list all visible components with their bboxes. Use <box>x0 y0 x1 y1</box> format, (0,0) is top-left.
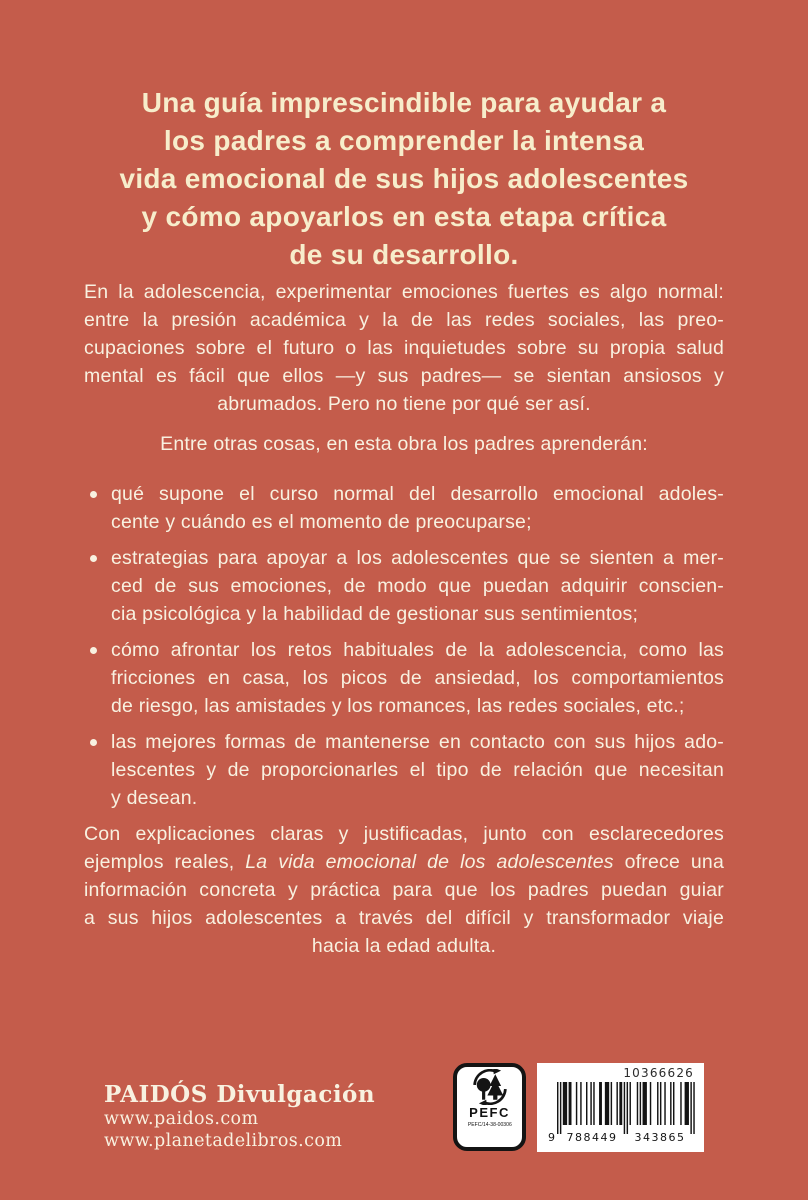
closing-line: información concreta y práctica para que los padres puedan guiar <box>84 879 724 901</box>
isbn-digits-right: 343865 <box>634 1131 685 1142</box>
bullet-item-3 <box>84 636 724 720</box>
bullet-line: las mejores formas de mantenerse en contacto con sus hijos ado- <box>111 731 724 753</box>
intro-line: mental es fácil que ellos —y sus padres— se sientan ansiosos y <box>84 365 724 387</box>
bullet-item-2 <box>84 544 724 628</box>
bullet-text <box>111 636 724 720</box>
bullet-dot-icon <box>90 739 97 746</box>
publisher-url-1: www.paidos.com <box>104 1109 259 1129</box>
pefc-cert-number: PEFC/14-38-00306 <box>467 1122 512 1128</box>
bullet-dot-icon <box>90 491 97 498</box>
headline-line-1: Una guía imprescindible para ayudar a <box>141 87 667 118</box>
back-cover-text <box>84 0 724 960</box>
pefc-trees-icon <box>467 1069 513 1105</box>
intro-line: entre la presión académica y la de las redes sociales, las preo- <box>84 309 724 331</box>
bullet-text <box>111 544 724 628</box>
bullet-text <box>111 728 724 812</box>
closing-line <box>84 848 724 876</box>
book-title-italic: La vida emocional de los adolescentes <box>245 851 614 873</box>
product-code: 10366626 <box>623 1066 694 1080</box>
bullet-dot-icon <box>90 647 97 654</box>
intro-line: En la adolescencia, experimentar emociones fuertes es algo normal: <box>84 281 724 303</box>
isbn-digits-left: 788449 <box>566 1131 617 1142</box>
bullet-line: fricciones en casa, los picos de ansiedad, los comportamientos <box>111 667 724 689</box>
headline-line-4: y cómo apoyarlos en esta etapa crítica <box>141 201 667 232</box>
headline-line-5: de su desarrollo. <box>289 239 519 270</box>
publisher-imprint <box>104 1082 375 1152</box>
ean13-barcode <box>543 1082 699 1142</box>
bullet-line: y desean. <box>111 787 198 809</box>
lead-in-line <box>84 430 724 458</box>
closing-paragraph <box>84 820 724 960</box>
bullet-item-1 <box>84 480 724 536</box>
headline-line-3: vida emocional de sus hijos adolescentes <box>119 163 689 194</box>
bullet-list <box>84 480 724 812</box>
intro-line: abrumados. Pero no tiene por qué ser así. <box>217 393 591 415</box>
intro-line: cupaciones sobre el futuro o las inquietudes sobre su propia salud <box>84 337 724 359</box>
bullet-line: qué supone el curso normal del desarrollo emocional adoles- <box>111 483 724 505</box>
closing-line2-pre: ejemplos reales, <box>84 851 246 873</box>
closing-line: a sus hijos adolescentes a través del difícil y transformador viaje <box>84 907 724 929</box>
closing-line: Con explicaciones claras y justificadas, junto con esclarecedores <box>84 823 724 845</box>
bullet-line: cómo afrontar los retos habituales de la adolescencia, como las <box>111 639 724 661</box>
closing-line: hacia la edad adulta. <box>311 935 497 957</box>
barcode-panel <box>537 1063 704 1152</box>
bullet-line: estrategias para apoyar a los adolescentes que se sienten a mer- <box>111 547 724 569</box>
bullet-dot-icon <box>90 555 97 562</box>
bullet-text <box>111 480 724 536</box>
bullet-line: ced de sus emociones, de modo que puedan adquirir conscien- <box>111 575 724 597</box>
pefc-certification-badge <box>453 1063 526 1151</box>
pefc-label: PEFC <box>469 1105 510 1120</box>
publisher-name: PAIDÓS Divulgación <box>104 1081 376 1108</box>
bullet-item-4 <box>84 728 724 812</box>
bullet-line: lescentes y de proporcionarles el tipo de relación que necesitan <box>111 759 724 781</box>
bullet-line: cia psicológica y la habilidad de gestionar sus sentimientos; <box>111 603 639 625</box>
bullet-line: cente y cuándo es el momento de preocuparse; <box>111 511 532 533</box>
closing-line2-post: ofrece una <box>613 851 724 873</box>
headline-line-2: los padres a comprender la intensa <box>163 125 645 156</box>
publisher-url-2: www.planetadelibros.com <box>104 1131 343 1151</box>
lead-in-text: Entre otras cosas, en esta obra los padres aprenderán: <box>160 433 648 455</box>
isbn-digit-lead: 9 <box>547 1131 555 1142</box>
bullet-line: de riesgo, las amistades y los romances, las redes sociales, etc.; <box>111 695 685 717</box>
intro-paragraph <box>84 278 724 418</box>
headline <box>84 84 724 274</box>
